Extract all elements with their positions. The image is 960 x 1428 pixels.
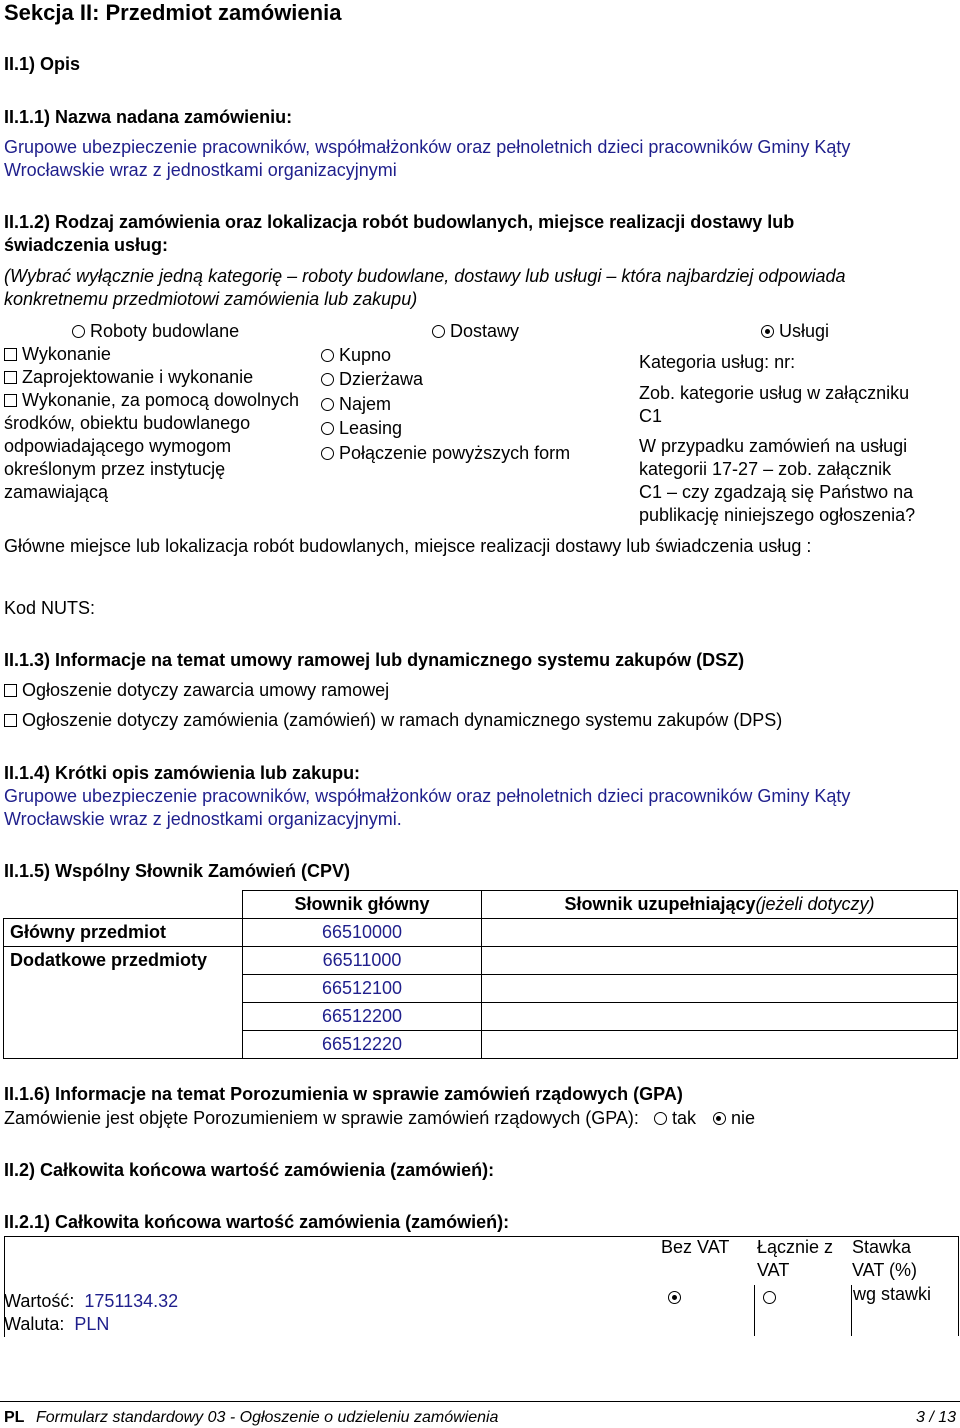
services-question-line1: W przypadku zamówień na usługi [639,436,908,456]
framework-option-dps[interactable]: Ogłoszenie dotyczy zamówienia (zamówień) w ramach dynamicznego systemu zakupów (DPS) [4,709,782,732]
gpa-no-option[interactable]: nie [713,1108,755,1128]
supplies-radio-icon[interactable] [432,325,445,338]
works-option-cont-1: środków, obiektu budowlanego [4,413,251,433]
cpv-add-code: 66511000 [243,947,482,975]
short-desc-line1: Grupowe ubezpieczenie pracowników, współmałżonków oraz pełnoletnich dzieci pracowników Gminy Kąty [4,786,851,806]
name-heading: II.1.1) Nazwa nadana zamówieniu: [4,107,293,127]
table-row [4,1003,958,1031]
checkbox-icon[interactable] [4,394,17,407]
checkbox-icon[interactable] [4,348,17,361]
value-col-divider [754,1285,755,1336]
cpv-main-code: 66510000 [243,919,482,947]
cpv-add-label-cont [4,1031,243,1059]
services-category-label: Kategoria usług: nr: [639,352,796,372]
services-question-line3: C1 – czy zgadzają się Państwo na [639,482,914,502]
value-currency-row: Waluta: PLN [4,1314,110,1334]
services-question-line2: kategorii 17-27 – zob. załącznik [639,459,892,479]
name-text-line1: Grupowe ubezpieczenie pracowników, współmałżonków oraz pełnoletnich dzieci pracowników Gminy Kąty [4,137,851,157]
supplies-option-combination[interactable]: Połączenie powyższych form [321,442,570,465]
footer-divider [0,1401,960,1402]
gpa-heading: II.1.6) Informacje na temat Porozumienia w sprawie zamówień rządowych (GPA) [4,1084,683,1104]
radio-icon[interactable] [321,398,334,411]
cpv-add-code: 66512220 [243,1031,482,1059]
supplies-option-lease[interactable]: Dzierżawa [321,368,423,391]
type-heading-line2: świadczenia usług: [4,235,169,255]
footer-lang: PL [4,1409,25,1426]
cpv-add-supp [482,1031,958,1059]
cpv-add-supp [482,1003,958,1031]
supplies-option-purchase[interactable]: Kupno [321,344,391,367]
works-option-any-means[interactable]: Wykonanie, za pomocą dowolnych [4,389,299,412]
category-services[interactable]: Usługi [761,320,829,343]
services-question-line4: publikację niniejszego ogłoszenia? [639,505,916,525]
cpv-add-label-cont [4,975,243,1003]
radio-icon[interactable] [321,447,334,460]
cpv-add-supp [482,975,958,1003]
value-col-gross-l1: Łącznie z [757,1237,834,1257]
value-box-right-border [958,1236,959,1336]
value-col-net: Bez VAT [661,1237,730,1257]
cpv-add-label: Dodatkowe przedmioty [4,947,243,975]
radio-icon[interactable] [321,373,334,386]
value-rate: wg stawki [853,1284,932,1304]
cpv-add-label-cont [4,1003,243,1031]
value-amount: 1751134.32 [84,1291,179,1311]
works-option-cont-3: określonym przez instytucję [4,459,226,479]
radio-icon[interactable] [654,1112,667,1125]
value-gross-radio[interactable] [763,1286,781,1309]
table-row [4,919,958,947]
cpv-add-code: 66512100 [243,975,482,1003]
type-heading-line1: II.1.2) Rodzaj zamówienia oraz lokalizacja robót budowlanych, miejsce realizacji dostawy lub [4,212,795,232]
table-row [4,975,958,1003]
cpv-header-empty [4,891,243,919]
cpv-table [3,890,958,1059]
cpv-add-code: 66512200 [243,1003,482,1031]
supplies-option-leasing[interactable]: Leasing [321,417,402,440]
radio-checked-icon[interactable] [668,1291,681,1304]
services-radio-checked-icon[interactable] [761,325,774,338]
value-net-radio[interactable] [668,1286,686,1309]
cpv-main-label: Główny przedmiot [4,919,243,947]
framework-option-agreement[interactable]: Ogłoszenie dotyczy zawarcia umowy ramowej [4,679,389,702]
services-annex-line2: C1 [639,406,663,426]
value-amount-row: Wartość: 1751134.32 [4,1291,179,1311]
works-option-execution[interactable]: Wykonanie [4,343,111,366]
value-col-rate-l2: VAT (%) [852,1260,918,1280]
gpa-yes-option[interactable]: tak [654,1108,696,1128]
radio-icon[interactable] [763,1291,776,1304]
location-label: Główne miejsce lub lokalizacja robót budowlanych, miejsce realizacji dostawy lub świadczenia usług : [4,536,812,556]
cpv-header-supp: Słownik uzupełniający(jeżeli dotyczy) [482,891,958,919]
supplies-option-rental[interactable]: Najem [321,393,391,416]
category-supplies[interactable]: Dostawy [432,320,519,343]
value-col-gross-l2: VAT [757,1260,790,1280]
table-row [4,947,958,975]
works-radio-icon[interactable] [72,325,85,338]
radio-checked-icon[interactable] [713,1112,726,1125]
footer-form: Formularz standardowy 03 - Ogłoszenie o udzieleniu zamówienia [36,1409,499,1426]
section-title: Sekcja II: Przedmiot zamówienia [4,0,342,25]
checkbox-icon[interactable] [4,684,17,697]
table-row [4,1031,958,1059]
checkbox-icon[interactable] [4,371,17,384]
cpv-heading: II.1.5) Wspólny Słownik Zamówień (CPV) [4,861,351,881]
name-text-line2: Wrocławskie wraz z jednostkami organizacyjnymi [4,160,397,180]
radio-icon[interactable] [321,422,334,435]
short-desc-line2: Wrocławskie wraz z jednostkami organizacyjnymi. [4,809,402,829]
value-col-rate-l1: Stawka [852,1237,912,1257]
nuts-label: Kod NUTS: [4,598,96,618]
type-note-line2: konkretnemu przedmiotowi zamówienia lub zakupu) [4,289,418,309]
table-row [4,891,958,919]
cpv-main-supp [482,919,958,947]
category-works[interactable]: Roboty budowlane [72,320,239,343]
cpv-header-main: Słownik główny [243,891,482,919]
checkbox-icon[interactable] [4,714,17,727]
footer-page: 3 / 13 [915,1409,956,1426]
cpv-add-supp [482,947,958,975]
subsection-opis: II.1) Opis [4,54,81,74]
value-sub-heading: II.2.1) Całkowita końcowa wartość zamówienia (zamówień): [4,1212,510,1232]
framework-heading: II.1.3) Informacje na temat umowy ramowej lub dynamicznego systemu zakupów (DSZ) [4,650,745,670]
services-annex-line1: Zob. kategorie usług w załączniku [639,383,910,403]
type-note-line1: (Wybrać wyłącznie jedną kategorię – roboty budowlane, dostawy lub usługi – która najbardziej odpowiada [4,266,846,286]
short-desc-heading: II.1.4) Krótki opis zamówienia lub zakupu: [4,763,361,783]
value-currency: PLN [74,1314,110,1334]
value-col-divider [851,1285,852,1336]
gpa-question: Zamówienie jest objęte Porozumieniem w sprawie zamówień rządowych (GPA): tak nie [4,1108,755,1128]
radio-icon[interactable] [321,349,334,362]
works-option-cont-4: zamawiającą [4,482,109,502]
works-option-cont-2: odpowiadającego wymogom [4,436,232,456]
value-heading: II.2) Całkowita końcowa wartość zamówienia (zamówień): [4,1160,495,1180]
works-option-design-execution[interactable]: Zaprojektowanie i wykonanie [4,366,253,389]
